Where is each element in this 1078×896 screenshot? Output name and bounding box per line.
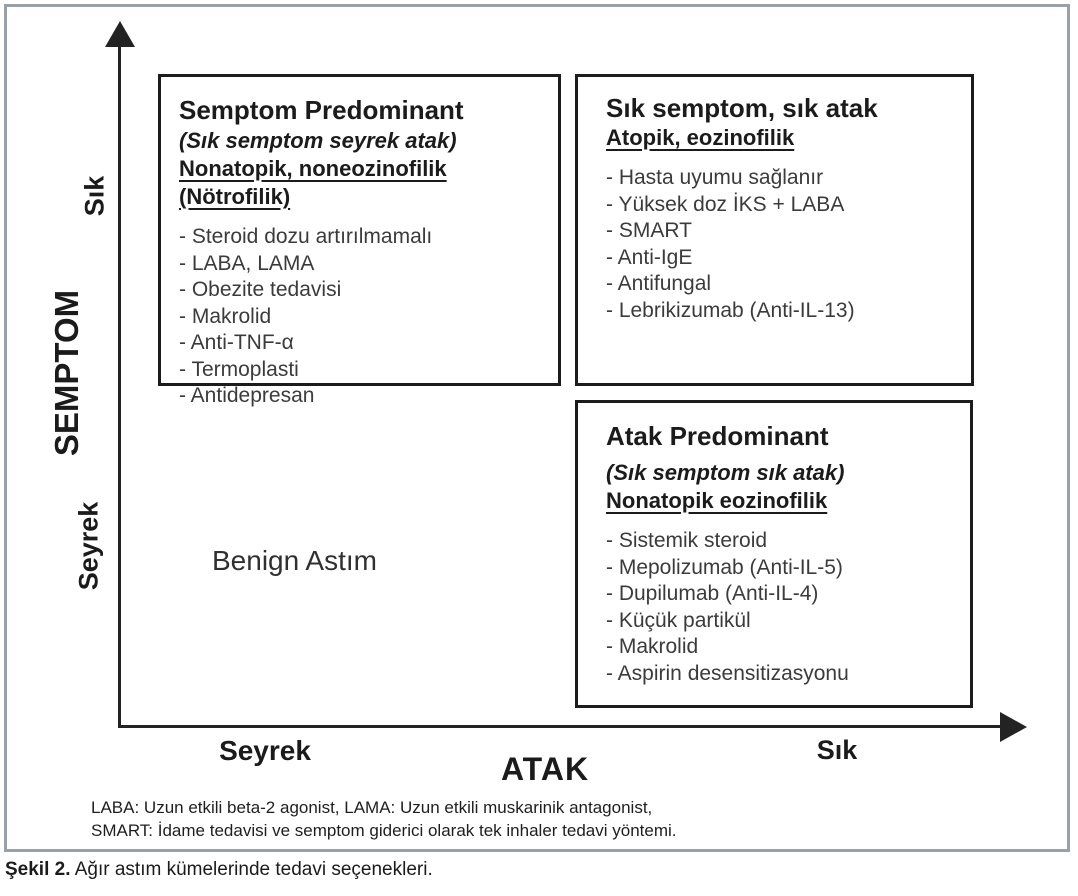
list-item: - Sistemik steroid (606, 529, 768, 552)
list-item: - Dupilumab (Anti-IL-4) (606, 582, 819, 605)
list-item: - Makrolid (179, 304, 272, 328)
quadrant-title: Semptom Predominant (179, 95, 464, 125)
quadrant-subtitle-underlined: Atopik, eozinofilik (606, 125, 795, 150)
x-axis-tick-sik: Sık (816, 735, 858, 765)
y-axis-tick-seyrek: Seyrek (73, 501, 104, 591)
treatment-list (606, 165, 959, 324)
list-item: - Makrolid (606, 635, 699, 658)
list-item: - Anti-IgE (606, 245, 693, 269)
caption-text: Ağır astım kümelerinde tedavi seçenekleri. (70, 859, 433, 880)
list-item: - Antidepresan (179, 384, 315, 407)
x-axis-title: ATAK (500, 751, 590, 787)
footnote-line: LABA: Uzun etkili beta-2 agonist, LAMA: Uzun etkili muskarinik antagonist, (91, 798, 653, 817)
x-axis-line (118, 725, 1002, 728)
quadrant-title: Sık semptom, sık atak (606, 93, 878, 123)
y-axis-tick-sik: Sık (79, 175, 110, 217)
quadrant-box-sik-semptom-sik-atak (575, 74, 974, 386)
benign-astim-label: Benign Astım (212, 545, 377, 576)
figure-caption (5, 859, 433, 881)
list-item: - LABA, LAMA (179, 251, 315, 275)
treatment-list (606, 528, 958, 687)
list-item: - Aspirin desensitizasyonu (606, 661, 849, 685)
quadrant-subtitle-italic: (Sık semptom seyrek atak) (179, 128, 457, 153)
treatment-list (179, 224, 544, 410)
y-axis-title: SEMPTOM (48, 289, 85, 457)
quadrant-subtitle-underlined: Nonatopik, noneozinofilik (Nötrofilik) (179, 156, 447, 209)
x-axis-arrowhead-icon (1000, 712, 1027, 742)
list-item: - Steroid dozu artırılmamalı (179, 225, 433, 248)
list-item: - Obezite tedavisi (179, 278, 342, 301)
figure-frame (4, 4, 1070, 852)
list-item: - Küçük partikül (606, 608, 751, 632)
list-item: - Yüksek doz İKS + LABA (606, 192, 845, 216)
quadrant-title: Atak Predominant (606, 421, 829, 451)
list-item: - Mepolizumab (Anti-IL-5) (606, 555, 843, 579)
list-item: - Termoplasti (179, 357, 299, 381)
list-item: - Hasta uyumu sağlanır (606, 166, 824, 189)
quadrant-box-atak-predominant (575, 400, 973, 708)
quadrant-subtitle-italic: (Sık semptom sık atak) (606, 460, 845, 485)
y-axis-arrowhead-icon (105, 21, 135, 47)
list-item: - Lebrikizumab (Anti-IL-13) (606, 298, 855, 322)
y-axis-line (118, 45, 121, 727)
caption-number: Şekil 2. (5, 859, 71, 880)
footnote-line: SMART: İdame tedavisi ve semptom giderici olarak tek inhaler tedavi yöntemi. (91, 821, 677, 840)
quadrant-box-semptom-predominant (158, 74, 561, 407)
abbreviation-footnote (91, 796, 677, 842)
list-item: - Antifungal (606, 272, 712, 295)
list-item: - SMART (606, 219, 692, 242)
list-item: - Anti-TNF-α (179, 331, 294, 354)
x-axis-tick-seyrek: Seyrek (219, 735, 311, 766)
quadrant-subtitle-underlined: Nonatopik eozinofilik (606, 488, 828, 513)
